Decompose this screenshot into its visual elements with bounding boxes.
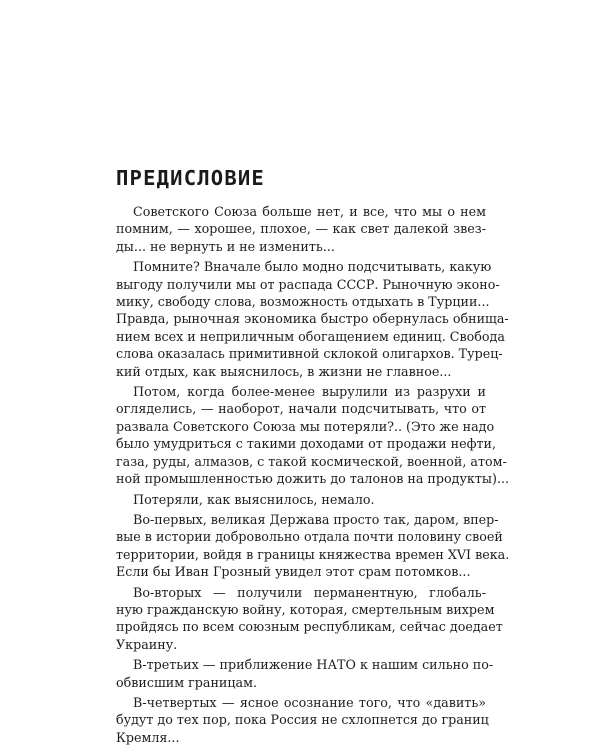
paragraph	[116, 258, 509, 380]
paragraph	[116, 656, 494, 691]
paragraph	[116, 491, 486, 508]
paragraph	[116, 694, 489, 746]
text-line: нием всех и неприличным обогащением единиц. Свобода	[116, 328, 505, 344]
text-line: ной промышленностью дожить до талонов на продукты)...	[116, 471, 510, 487]
text-line: помним, — хорошее, плохое, — как свет далекой звез-	[116, 221, 486, 237]
text-line: Потеряли, как выяснилось, немало.	[133, 491, 375, 507]
text-line: Во-первых, великая Держава просто так, даром, впер-	[133, 511, 499, 527]
body-text	[116, 203, 510, 749]
text-line: В-четвертых — ясное осознание того, что «давить»	[133, 694, 486, 710]
text-line: слова оказалась примитивной склокой олигархов. Турец-	[116, 346, 503, 362]
text-line: газа, руды, алмазов, с такой космической, военной, атом-	[116, 453, 507, 469]
text-line: развала Советского Союза мы потеряли?.. (Это же надо	[116, 418, 495, 434]
text-line: Помните? Вначале было модно подсчитывать, какую	[133, 259, 492, 275]
paragraph	[116, 584, 503, 654]
text-line: территории, войдя в границы княжества времен XVI века.	[116, 546, 510, 562]
text-line: обвисшим границам.	[116, 674, 258, 690]
text-line: Советского Союза больше нет, и все, что мы о нем	[133, 204, 486, 219]
chapter-heading: ПРЕДИСЛОВИЕ	[116, 166, 265, 190]
paragraph	[116, 383, 510, 487]
text-line: Если бы Иван Грозный увидел этот срам потомков...	[116, 564, 471, 580]
text-line: В-третьих — приближение НАТО к нашим сильно по-	[133, 657, 494, 673]
text-line: ды... не вернуть и не изменить...	[116, 238, 335, 254]
text-line: Во-вторых — получили перманентную, глобаль-	[133, 584, 486, 600]
text-line: ную гражданскую войну, которая, смертельным вихрем	[116, 601, 495, 617]
paragraph	[116, 203, 486, 255]
text-line: Потом, когда более-менее вырулили из разрухи и	[133, 384, 486, 400]
text-line: Кремля...	[116, 729, 180, 745]
text-line: Украину.	[116, 636, 178, 652]
text-line: мику, свободу слова, возможность отдыхать в Турции...	[116, 294, 490, 310]
paragraph	[116, 511, 510, 581]
text-line: огляделись, — наоборот, начали подсчитывать, что от	[116, 401, 486, 417]
text-line: Правда, рыночная экономика быстро обернулась обнища-	[116, 311, 509, 327]
text-line: кий отдых, как выяснилось, в жизни не главное...	[116, 363, 452, 379]
text-line: было умудриться с такими доходами от продажи нефти,	[116, 436, 497, 452]
text-line: пройдясь по всем союзным республикам, сейчас доедает	[116, 619, 503, 635]
text-line: вые в истории добровольно отдала почти половину своей	[116, 529, 503, 545]
text-line: будут до тех пор, пока Россия не схлопнется до границ	[116, 712, 489, 728]
text-line: выгоду получили мы от распада СССР. Рыночную эконо-	[116, 276, 500, 292]
